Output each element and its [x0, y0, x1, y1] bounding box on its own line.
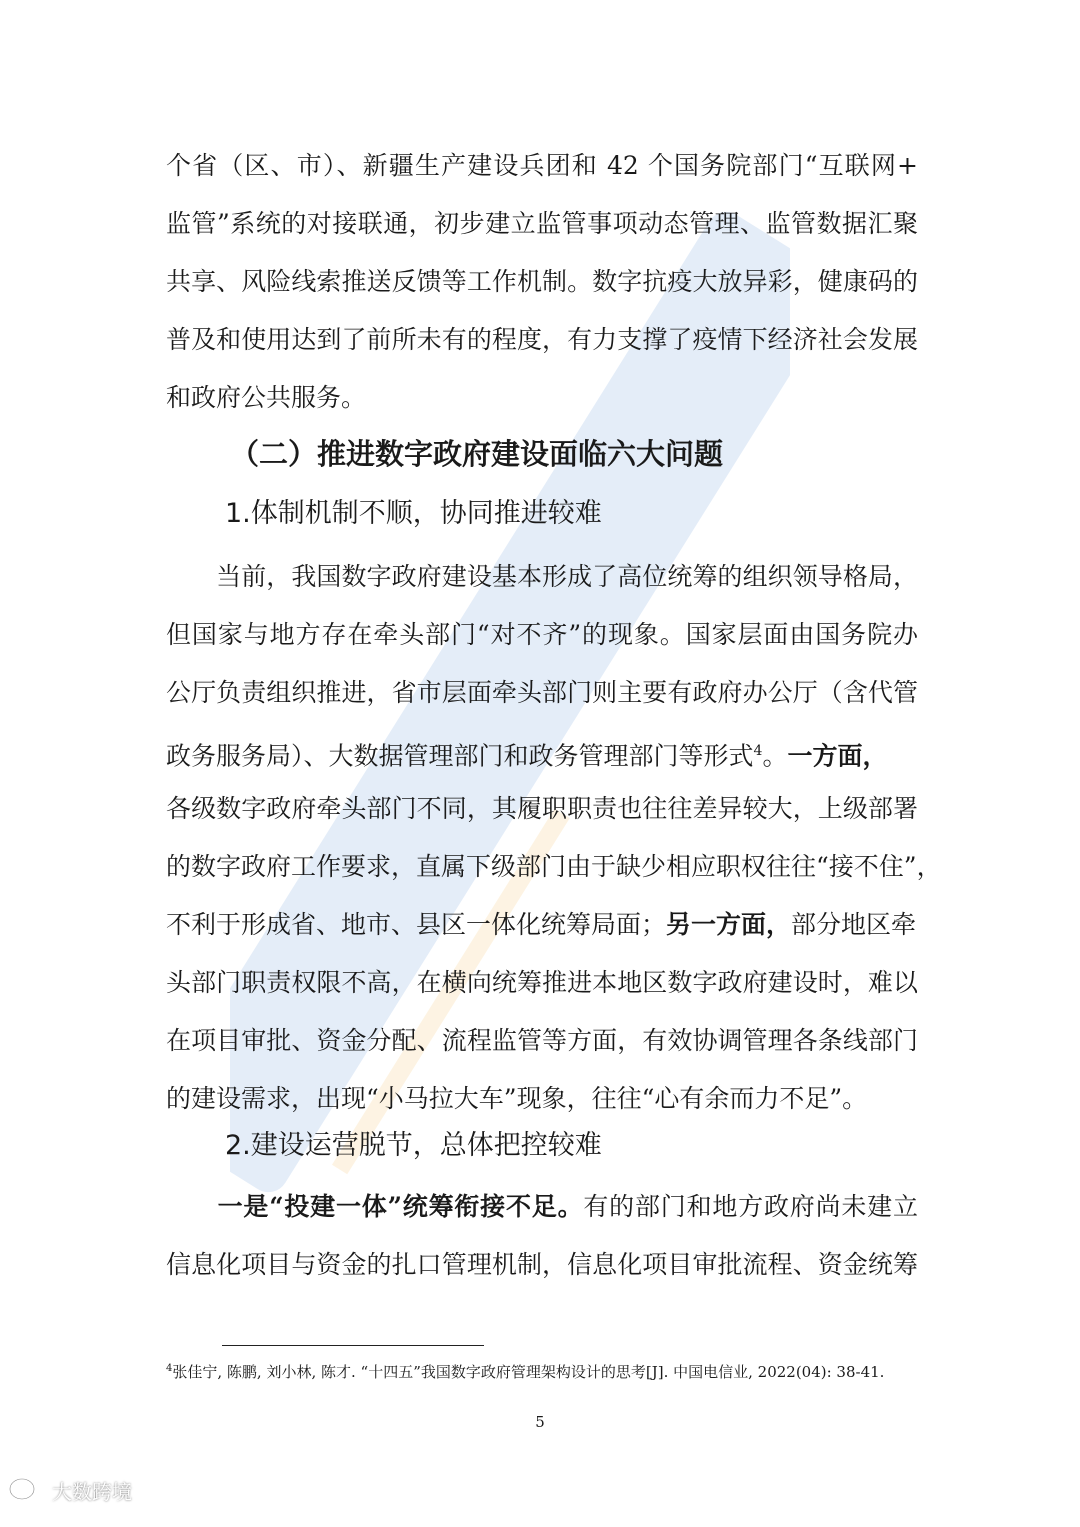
- text-line: 共享、风险线索推送反馈等工作机制。数字抗疫大放异彩，健康码的: [166, 267, 918, 296]
- text-line: 的数字政府工作要求，直属下级部门由于缺少相应职权往往“接不住”，: [166, 852, 942, 881]
- bold-phrase: 一是“投建一体”统筹衔接不足。: [166, 1192, 584, 1221]
- footnote-reference: 4: [753, 743, 763, 759]
- footnote: [166, 1357, 884, 1384]
- bold-phrase: 一方面，: [787, 741, 888, 771]
- subsection-2-heading: 2.建设运营脱节，总体把控较难: [225, 1130, 602, 1161]
- text-line: 公厅负责组织推进，省市层面牵头部门则主要有政府办公厅（含代管: [166, 678, 918, 707]
- text-line: 信息化项目与资金的扎口管理机制，信息化项目审批流程、资金统筹: [166, 1250, 918, 1279]
- section-heading: （二）推进数字政府建设面临六大问题: [230, 437, 724, 471]
- text-line: 和政府公共服务。: [166, 383, 367, 412]
- bold-phrase: 另一方面，: [666, 910, 792, 939]
- source-name: 大数跨境: [52, 1480, 132, 1504]
- footnote-divider: [222, 1345, 484, 1346]
- text-line: 普及和使用达到了前所未有的程度，有力支撑了疫情下经济社会发展: [166, 325, 918, 354]
- text-segment: 政务服务局）、大数据管理部门和政务管理部门等形式: [166, 741, 754, 771]
- wechat-icon: [8, 1477, 48, 1505]
- subsection-2-paragraph: [166, 1178, 918, 1294]
- text-segment: 有的部门和地方政府尚未建立: [583, 1192, 918, 1221]
- subsection-1-heading: 1.体制机制不顺，协同推进较难: [225, 498, 602, 529]
- intro-paragraph: [166, 137, 918, 427]
- text-line: 在项目审批、资金分配、流程监管等方面，有效协调管理各条线部门: [166, 1026, 918, 1055]
- text-line: 个省（区、市）、新疆生产建设兵团和 42 个国务院部门“互联网+: [166, 151, 918, 180]
- footnote-marker: 4: [166, 1363, 173, 1374]
- text-line: 监管”系统的对接联通，初步建立监管事项动态管理、监管数据汇聚: [166, 209, 918, 238]
- text-line: 的建设需求，出现“小马拉大车”现象，往往“心有余而力不足”。: [166, 1084, 868, 1113]
- source-watermark: [8, 1476, 132, 1505]
- text-segment: 。: [762, 741, 788, 771]
- text-line: 头部门职责权限不高，在横向统筹推进本地区数字政府建设时，难以: [166, 968, 918, 997]
- text-line: [166, 1178, 918, 1236]
- text-line: 各级数字政府牵头部门不同，其履职职责也往往差异较大，上级部署: [166, 794, 918, 823]
- text-line: 当前，我国数字政府建设基本形成了高位统筹的组织领导格局，: [166, 562, 918, 591]
- text-segment: 部分地区牵: [791, 910, 917, 939]
- text-segment: 不利于形成省、地市、县区一体化统筹局面；: [166, 910, 667, 939]
- page-number: 5: [535, 1413, 545, 1431]
- footnote-text: 张佳宁, 陈鹏, 刘小林, 陈才. “十四五”我国数字政府管理架构设计的思考[J]. 中国电信业, 2022(04): 38-41.: [172, 1363, 885, 1381]
- text-line: [166, 722, 918, 780]
- subsection-1-paragraph: [166, 548, 942, 1128]
- text-line: 但国家与地方存在牵头部门“对不齐”的现象。国家层面由国务院办: [166, 620, 918, 649]
- text-line: [166, 896, 918, 954]
